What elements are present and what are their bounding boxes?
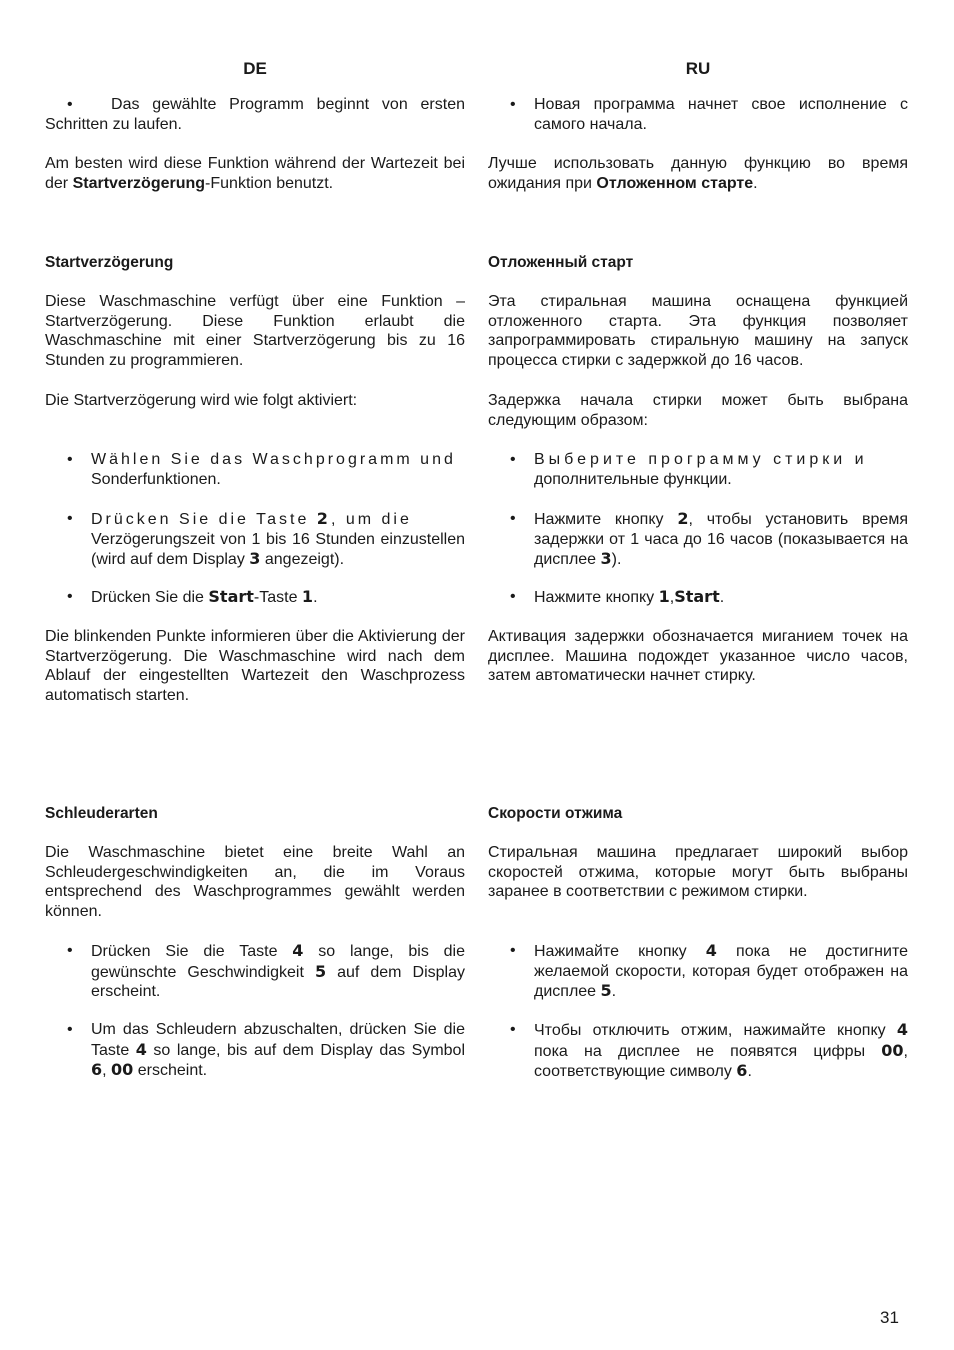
paragraph-blinking-dots: Die blinkenden Punkte informieren über die Aktivierung der Startverzögerung. Die Waschmaschine wird nach dem Ablauf der eingestellten Wartezeit den Waschprozess automatisch starten. bbox=[45, 628, 465, 704]
list-item-disable-spin: • Чтобы отключить отжим, нажимайте кнопку 4 пока на дисплее не появятся цифры 00, соответствующие символу 6. bbox=[510, 1020, 908, 1081]
display-5-label: 5 bbox=[600, 981, 612, 1001]
symbol-00-label: 00 bbox=[111, 1060, 134, 1080]
language-heading-de: DE bbox=[243, 59, 267, 78]
list-item-press-2: • Нажмите кнопку 2, чтобы установить время задержки от 1 часа до 16 часов (показывается на дисплее 3). bbox=[510, 509, 908, 569]
paragraph-delay-description: Diese Waschmaschine verfügt über eine Funktion – Startverzögerung. Diese Funktion erlaubt die Waschmaschine mit einer Startverzögerung bis zu 16 Stunden zu programmieren. bbox=[45, 293, 465, 369]
display-3-label: 3 bbox=[249, 549, 261, 569]
key-4-label: 4 bbox=[135, 1039, 147, 1059]
list-item-press-4: • Нажимайте кнопку 4 пока не достигните желаемой скорости, которая будет отображен на дисплее 5. bbox=[510, 941, 908, 1001]
section-heading-delay-start: Отложенный старт bbox=[488, 254, 634, 271]
bullet-dot: • bbox=[67, 96, 73, 113]
key-4-label: 4 bbox=[896, 1020, 908, 1039]
paragraph-blinking-dots: Активация задержки обозначается миганием точек на дисплее. Машина подождет указанное число часов, затем автоматически начнет стирку. bbox=[488, 628, 908, 685]
list-item-select-program: • Выберите программу стирки и дополнительные функции. bbox=[510, 451, 868, 488]
section-heading-delay-start: Startverzögerung bbox=[45, 254, 174, 271]
page-number: 31 bbox=[880, 1308, 899, 1327]
paragraph-activation-intro: Задержка начала стирки может быть выбрана следующим образом: bbox=[488, 392, 908, 429]
bold-term: Отложенном старте bbox=[596, 174, 754, 192]
paragraph-spin-description: Die Waschmaschine bietet eine breite Wahl an Schleudergeschwindigkeiten an, die im Voraus entsprechend des Waschprogrammes gewählt werden können. bbox=[45, 844, 465, 920]
display-5-label: 5 bbox=[314, 961, 327, 981]
paragraph-usage-hint: Лучше использовать данную функцию во время ожидания при Отложенном старте. bbox=[488, 155, 908, 192]
key-4-label: 4 bbox=[292, 941, 304, 960]
key-4-label: 4 bbox=[705, 941, 717, 960]
list-item-press-2: • Drücken Sie die Taste 2, um die Verzögerungszeit von 1 bis 16 Stunden einzustellen (wird auf dem Display 3 angezeigt). bbox=[67, 509, 465, 569]
section-heading-spin: Schleuderarten bbox=[45, 805, 158, 822]
symbol-00-label: 00 bbox=[881, 1040, 904, 1060]
start-key-label: Start bbox=[674, 587, 720, 606]
language-heading-ru: RU bbox=[685, 59, 711, 78]
list-item-select-program: • Wählen Sie das Waschprogramm und Sonderfunktionen. bbox=[67, 451, 456, 488]
start-key-label: Start bbox=[208, 587, 254, 606]
symbol-6-label: 6 bbox=[736, 1061, 748, 1081]
key-1-label: 1 bbox=[658, 587, 670, 606]
list-item-press-4: • Drücken Sie die Taste 4 so lange, bis die gewünschte Geschwindigkeit 5 auf dem Display erscheint. bbox=[67, 941, 466, 1001]
key-2-label: 2 bbox=[316, 509, 331, 528]
symbol-6-label: 6 bbox=[91, 1060, 103, 1080]
list-item-press-start: • Drücken Sie die Start-Taste 1. bbox=[67, 587, 318, 606]
paragraph-text: Das gewählte Programm beginnt von ersten Schritten zu laufen. bbox=[45, 96, 465, 133]
key-2-label: 2 bbox=[677, 509, 689, 528]
list-item-press-start: • Нажмите кнопку 1,Start. bbox=[510, 587, 725, 606]
list-item-disable-spin: • Um das Schleudern abzuschalten, drücken Sie die Taste 4 so lange, bis auf dem Display das Symbol 6, 00 erscheint. bbox=[67, 1021, 466, 1080]
paragraph-activation-intro: Die Startverzögerung wird wie folgt aktiviert: bbox=[45, 392, 358, 409]
paragraph-usage-hint: Am besten wird diese Funktion während der Wartezeit bei der Startverzögerung-Funktion benutzt. bbox=[45, 155, 465, 192]
display-3-label: 3 bbox=[600, 549, 612, 569]
list-item-new-program: • Новая программа начнет свое исполнение с самого начала. bbox=[510, 96, 908, 133]
bold-term: Startverzögerung bbox=[72, 174, 206, 192]
section-heading-spin: Скорости отжима bbox=[488, 805, 623, 822]
paragraph-delay-description: Эта стиральная машина оснащена функцией отложенного старта. Эта функция позволяет запрограммировать стиральную машину на запуск процесса стирки с задержкой до 16 часов. bbox=[488, 293, 908, 369]
key-1-label: 1 bbox=[301, 587, 314, 606]
paragraph-program-start bbox=[45, 95, 465, 134]
paragraph-spin-description: Стиральная машина предлагает широкий выбор скоростей отжима, которые могут быть выбраны заранее в соответствии с режимом стирки. bbox=[488, 844, 908, 901]
